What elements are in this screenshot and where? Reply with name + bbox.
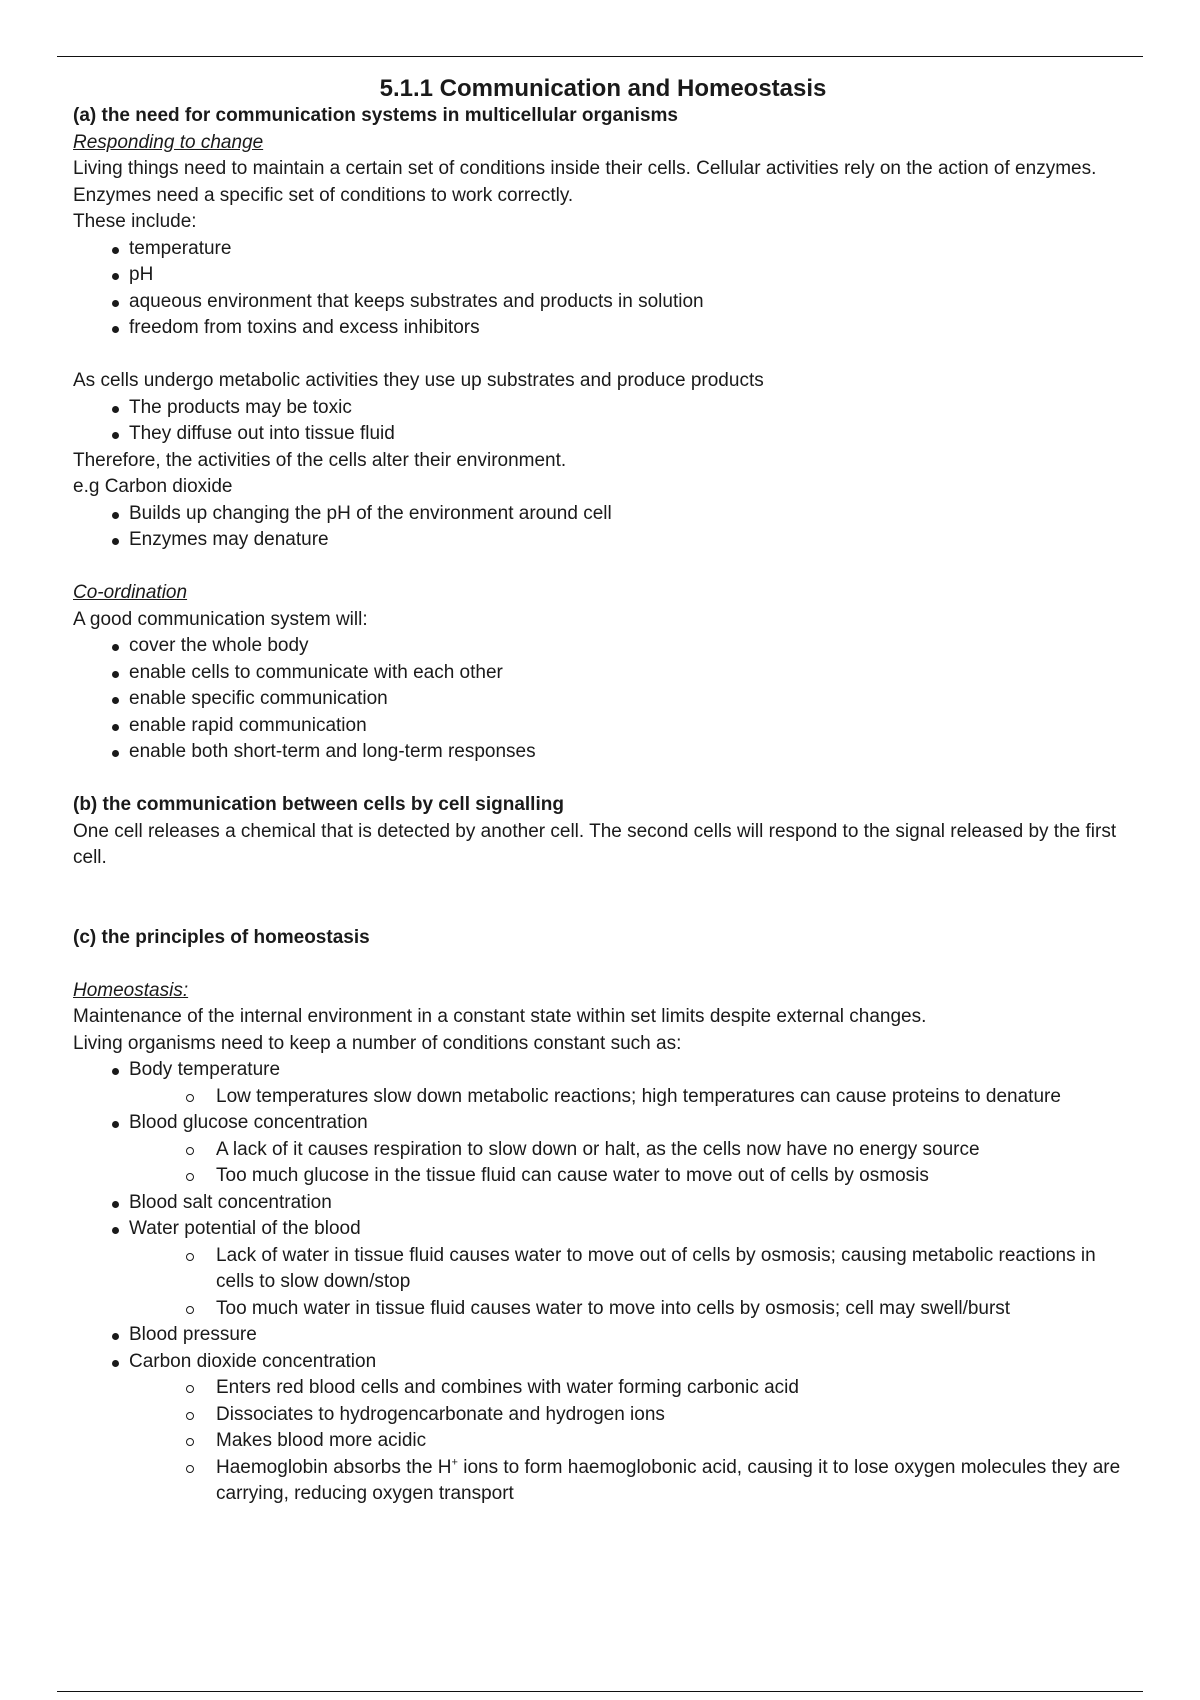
document-page bbox=[73, 72, 1133, 1508]
sub-list bbox=[129, 1375, 1133, 1508]
section-b-text: One cell releases a chemical that is detected by another cell. The second cells will respond to the signal released by the first cell. bbox=[73, 820, 1117, 868]
bottom-rule bbox=[57, 1691, 1143, 1692]
bullet-icon bbox=[112, 644, 119, 651]
section-b-heading: (b) the communication between cells by cell signalling bbox=[73, 794, 564, 815]
sub-list-item: Enters red blood cells and combines with water forming carbonic acid bbox=[216, 1375, 1133, 1402]
example-label: e.g Carbon dioxide bbox=[73, 476, 233, 497]
bullet-icon bbox=[112, 247, 119, 254]
list-item: Builds up changing the pH of the environment around cell bbox=[129, 501, 1133, 528]
bullet-icon bbox=[112, 697, 119, 704]
bullet-icon bbox=[112, 273, 119, 280]
bullet-icon bbox=[112, 512, 119, 519]
bullet-icon bbox=[112, 1201, 119, 1208]
therefore-text: Therefore, the activities of the cells alter their environment. bbox=[73, 449, 567, 471]
responding-subheading: Responding to change bbox=[73, 131, 264, 153]
homeostasis-subheading: Homeostasis: bbox=[73, 979, 189, 1001]
list-item: cover the whole body bbox=[129, 633, 1133, 660]
sub-list-item: A lack of it causes respiration to slow down or halt, as the cells now have no energy source bbox=[216, 1137, 1133, 1164]
bullet-icon bbox=[112, 538, 119, 545]
list-item: Water potential of the blood Lack of water in tissue fluid causes water to move out of cells by osmosis; causing metabolic reactions in cells to slow down/stop Too much water in tissue fluid causes water to move into cells by osmosis; cell may swell/burst bbox=[129, 1216, 1133, 1322]
list-item: enable specific communication bbox=[129, 686, 1133, 713]
circle-bullet-icon bbox=[186, 1253, 194, 1261]
section-a-heading: (a) the need for communication systems in multicellular organisms bbox=[73, 105, 678, 126]
top-rule bbox=[57, 56, 1143, 57]
list-item: They diffuse out into tissue fluid bbox=[129, 421, 1133, 448]
bullet-icon bbox=[112, 1360, 119, 1367]
circle-bullet-icon bbox=[186, 1147, 194, 1155]
bullet-icon bbox=[112, 1227, 119, 1234]
bullet-icon bbox=[112, 1121, 119, 1128]
metabolic-text: As cells undergo metabolic activities they use up substrates and produce products bbox=[73, 370, 764, 391]
list-item: Carbon dioxide concentration Enters red blood cells and combines with water forming carbonic acid Dissociates to hydrogencarbonate and hydrogen ions Makes blood more acidic Haemoglobin absorbs the H+ ions to form haemoglobonic acid, causing it to lose oxygen molecules they are carrying, reducing oxygen transport bbox=[129, 1349, 1133, 1508]
list-item: The products may be toxic bbox=[129, 395, 1133, 422]
circle-bullet-icon bbox=[186, 1306, 194, 1314]
list-item: Body temperature Low temperatures slow down metabolic reactions; high temperatures can cause proteins to denature bbox=[129, 1057, 1133, 1110]
sub-list bbox=[129, 1243, 1133, 1323]
bullet-icon bbox=[112, 724, 119, 731]
coordination-list bbox=[73, 633, 1133, 766]
coordination-intro: A good communication system will: bbox=[73, 608, 368, 630]
circle-bullet-icon bbox=[186, 1173, 194, 1181]
page-title: 5.1.1 Communication and Homeostasis bbox=[379, 75, 827, 102]
list-item: freedom from toxins and excess inhibitors bbox=[129, 315, 1133, 342]
example-list bbox=[73, 501, 1133, 554]
sub-list bbox=[129, 1137, 1133, 1190]
section-a-intro: Living things need to maintain a certain set of conditions inside their cells. Cellular activities rely on the action of enzymes. Enzymes need a specific set of conditions to work correctly. bbox=[73, 158, 1097, 206]
sub-list-item: Dissociates to hydrogencarbonate and hydrogen ions bbox=[216, 1402, 1133, 1429]
list-item: temperature bbox=[129, 236, 1133, 263]
list-item: Blood salt concentration bbox=[129, 1190, 1133, 1217]
bullet-icon bbox=[112, 671, 119, 678]
homeostasis-conditions-list bbox=[73, 1057, 1133, 1508]
bullet-icon bbox=[112, 326, 119, 333]
bullet-icon bbox=[112, 1068, 119, 1075]
circle-bullet-icon bbox=[186, 1094, 194, 1102]
conditions-list bbox=[73, 236, 1133, 342]
homeostasis-definition: Maintenance of the internal environment in a constant state within set limits despite external changes. bbox=[73, 1006, 927, 1027]
sub-list-item: Lack of water in tissue fluid causes water to move out of cells by osmosis; causing metabolic reactions in cells to slow down/stop bbox=[216, 1243, 1133, 1296]
list-item: enable both short-term and long-term responses bbox=[129, 739, 1133, 766]
list-item: pH bbox=[129, 262, 1133, 289]
coordination-subheading: Co-ordination bbox=[73, 582, 188, 603]
include-label: These include: bbox=[73, 211, 197, 232]
circle-bullet-icon bbox=[186, 1465, 194, 1473]
list-item: aqueous environment that keeps substrates and products in solution bbox=[129, 289, 1133, 316]
list-item: Enzymes may denature bbox=[129, 527, 1133, 554]
bullet-icon bbox=[112, 406, 119, 413]
bullet-icon bbox=[112, 432, 119, 439]
bullet-icon bbox=[112, 1333, 119, 1340]
list-item: enable cells to communicate with each other bbox=[129, 660, 1133, 687]
list-item: Blood glucose concentration A lack of it causes respiration to slow down or halt, as the cells now have no energy source Too much glucose in the tissue fluid can cause water to move out of cells by osmosis bbox=[129, 1110, 1133, 1190]
list-item: Blood pressure bbox=[129, 1322, 1133, 1349]
list-item: enable rapid communication bbox=[129, 713, 1133, 740]
sub-list-item: Makes blood more acidic bbox=[216, 1428, 1133, 1455]
sub-list-item: Too much glucose in the tissue fluid can cause water to move out of cells by osmosis bbox=[216, 1163, 1133, 1190]
section-c-heading: (c) the principles of homeostasis bbox=[73, 926, 370, 948]
circle-bullet-icon bbox=[186, 1385, 194, 1393]
superscript-plus: + bbox=[451, 1456, 458, 1469]
bullet-icon bbox=[112, 300, 119, 307]
sub-list bbox=[129, 1084, 1133, 1111]
metabolic-list bbox=[73, 395, 1133, 448]
bullet-icon bbox=[112, 750, 119, 757]
sub-list-item: Too much water in tissue fluid causes water to move into cells by osmosis; cell may swell/burst bbox=[216, 1296, 1133, 1323]
sub-list-item: Low temperatures slow down metabolic reactions; high temperatures can cause proteins to denature bbox=[216, 1084, 1133, 1111]
circle-bullet-icon bbox=[186, 1438, 194, 1446]
circle-bullet-icon bbox=[186, 1412, 194, 1420]
conditions-intro: Living organisms need to keep a number of conditions constant such as: bbox=[73, 1032, 682, 1054]
sub-list-item: Haemoglobin absorbs the H+ ions to form haemoglobonic acid, causing it to lose oxygen molecules they are carrying, reducing oxygen transport bbox=[216, 1455, 1133, 1508]
